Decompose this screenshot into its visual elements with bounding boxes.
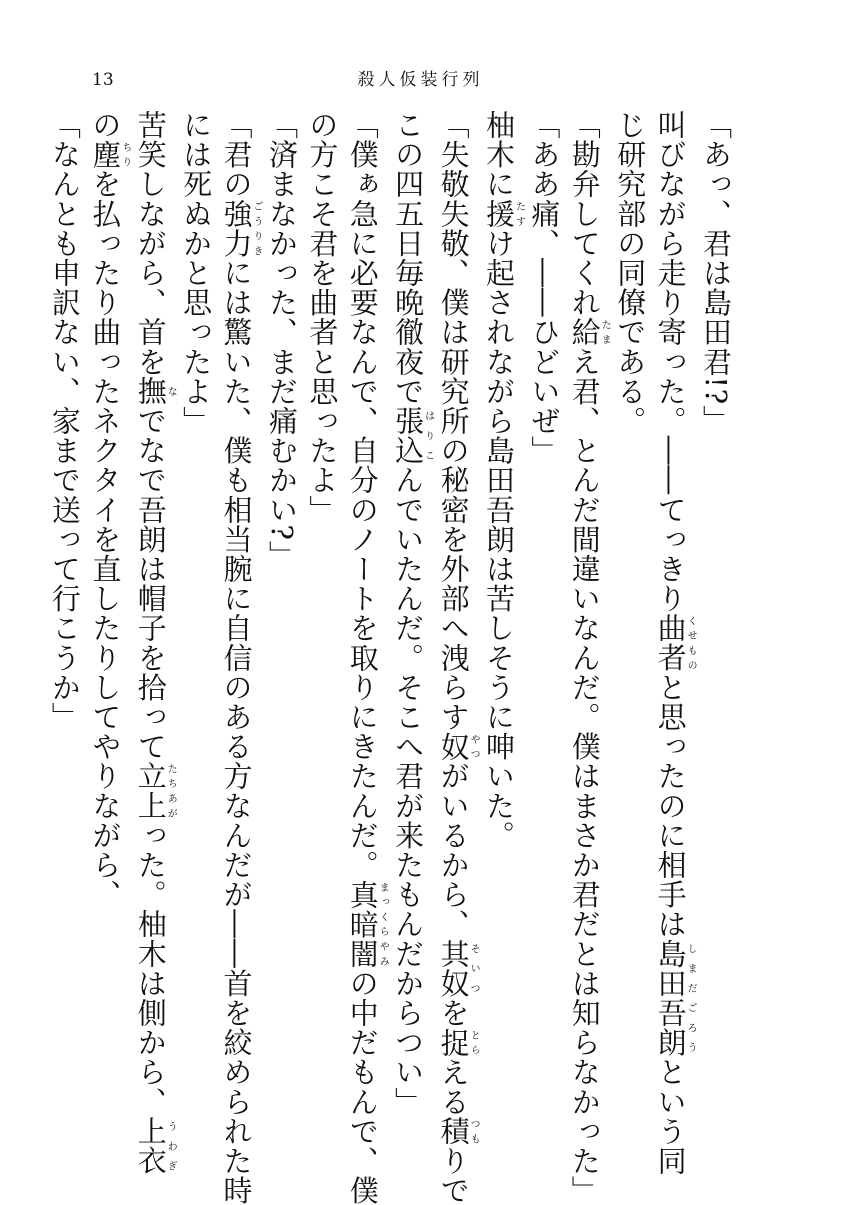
text-segment: 「ああ痛、――ひどいぜ」: [527, 110, 562, 466]
ruby-reading: くせもの: [685, 613, 697, 673]
ruby-reading: うわぎ: [165, 1116, 177, 1176]
text-line: [564, 110, 611, 1205]
text-segment: 「勘弁してくれ: [567, 110, 602, 318]
ruby-word: [436, 938, 480, 999]
ruby-reading: とら: [468, 1027, 480, 1058]
text-segment: え君、とんだ間違いなんだ。僕はまさか君だとは知らなかった」: [567, 346, 602, 1205]
ruby-reading: はりこ: [422, 406, 434, 466]
text-segment: け起されながら島田吾朗は苦しそうに呻いた。: [481, 228, 516, 851]
ruby-word: [133, 1116, 177, 1176]
ruby-reading: ちり: [119, 139, 131, 170]
text-segment: じ研究部の同僚である。: [613, 110, 648, 436]
text-line: [696, 110, 736, 1140]
ruby-reading: たちあが: [165, 761, 177, 821]
ruby-word: [653, 998, 697, 1058]
ruby-base: 奴: [436, 731, 471, 762]
text-segment: を払ったり曲ったネクタイを直したりしてやりながら、: [88, 169, 123, 910]
text-line: [216, 110, 263, 1205]
body-text: [47, 110, 736, 1205]
ruby-word: [653, 938, 697, 999]
text-segment: える: [436, 1057, 471, 1117]
ruby-reading: たす: [513, 198, 525, 229]
text-segment: 柚木に: [481, 110, 516, 199]
ruby-word: [481, 198, 525, 229]
text-line: [479, 110, 524, 1140]
text-segment: という同: [653, 1057, 688, 1176]
book-title: 殺人仮装行列: [357, 70, 484, 90]
text-segment: この四五日毎晩徹夜で: [391, 110, 426, 406]
ruby-reading: やつ: [468, 731, 480, 762]
ruby-base: 強力: [219, 198, 254, 259]
text-segment: りで: [436, 1146, 471, 1205]
text-segment: 苦笑しながら、首を: [133, 110, 168, 377]
ruby-word: [391, 406, 434, 466]
text-line: [342, 110, 389, 1205]
ruby-word: [653, 613, 697, 673]
text-segment: 「済まなかった、まだ痛むかい?」: [264, 110, 299, 571]
ruby-reading: まっくらやみ: [377, 879, 389, 969]
ruby-base: 真暗闇: [345, 879, 380, 969]
text-line: [650, 110, 697, 1176]
ruby-base: 塵: [88, 139, 123, 170]
ruby-reading: ごろう: [685, 998, 697, 1058]
ruby-base: 張込: [391, 406, 426, 466]
ruby-word: [436, 1116, 480, 1147]
page-number: 13: [92, 70, 114, 90]
ruby-base: 島田: [653, 938, 688, 999]
text-segment: でなで吾朗は帽子を拾って: [133, 406, 168, 762]
text-segment: 叫びながら走り寄った。――てっきり: [653, 110, 688, 614]
ruby-base: 其奴: [436, 938, 471, 999]
ruby-reading: ごうりき: [251, 198, 263, 258]
text-segment: の中だもんで、僕: [345, 968, 380, 1205]
text-segment: の: [88, 110, 123, 140]
text-line: [388, 110, 433, 1140]
text-line: [130, 110, 177, 1176]
ruby-base: 吾朗: [653, 998, 688, 1058]
text-line: [524, 110, 564, 1140]
text-line: [262, 110, 302, 1140]
text-line: [85, 110, 130, 1140]
ruby-base: 給: [567, 317, 602, 347]
ruby-base: 曲者: [653, 613, 688, 673]
text-segment: 「あっ、君は島田君!?」: [699, 110, 733, 435]
ruby-word: [345, 879, 389, 969]
text-line: [45, 110, 85, 1140]
text-segment: 「失敬失敬、僕は研究所の秘密を外部へ洩らす: [436, 110, 471, 732]
text-segment: がいるから、: [436, 761, 471, 939]
ruby-reading: つも: [468, 1116, 480, 1147]
text-segment: 「なんとも申訳ない、家まで送って行こうか」: [47, 110, 82, 732]
text-line: [610, 110, 650, 1140]
text-segment: んでいたんだ。そこへ君が来たもんだからつい」: [391, 465, 426, 1117]
text-segment: を: [436, 998, 471, 1028]
ruby-word: [436, 731, 480, 762]
text-segment: った。柚木は側から、: [133, 820, 168, 1117]
ruby-word: [219, 198, 263, 259]
ruby-word: [88, 139, 131, 170]
text-segment: と思ったのに相手は: [653, 672, 688, 939]
ruby-base: 撫: [133, 376, 168, 407]
ruby-base: 立上: [133, 761, 168, 821]
ruby-base: 上衣: [133, 1116, 168, 1176]
text-line: [302, 110, 342, 1140]
ruby-reading: そいつ: [468, 938, 480, 999]
ruby-word: [133, 761, 177, 821]
text-segment: には死ぬかと思ったよ」: [179, 110, 214, 436]
ruby-word: [436, 1027, 480, 1058]
text-segment: には驚いた、僕も相当腕に自信のある方なんだが――首を絞められた時: [219, 258, 254, 1205]
ruby-word: [133, 376, 177, 407]
text-segment: 「僕ぁ急に必要なんで、自分のノートを取りにきたんだ。: [345, 110, 380, 880]
ruby-reading: しまだ: [685, 938, 697, 998]
ruby-word: [567, 317, 611, 347]
ruby-reading: たま: [599, 317, 611, 347]
ruby-reading: な: [165, 376, 177, 406]
ruby-base: 援: [481, 198, 516, 229]
ruby-base: 積: [436, 1116, 471, 1147]
text-line: [433, 110, 480, 1205]
ruby-base: 捉: [436, 1027, 471, 1058]
text-segment: の方こそ君を曲者と思ったよ」: [305, 110, 340, 525]
text-line: [176, 110, 216, 1140]
text-segment: 「君の: [219, 110, 254, 199]
